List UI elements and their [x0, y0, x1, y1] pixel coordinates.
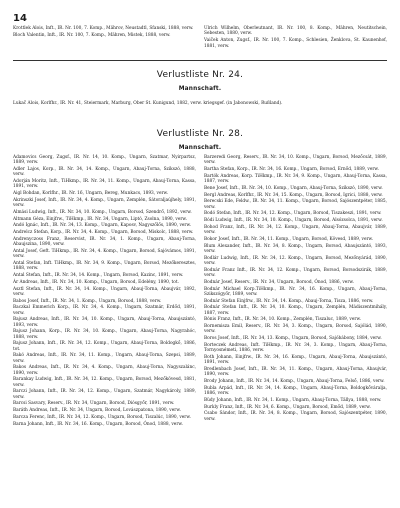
page-number: 14	[13, 13, 27, 24]
list-item: Bodlár Ludwig, Inft., IR. Nr. 34, 12. Komp., Ungarn, Borsod, Mezőnyárád, 1890, verw.	[204, 255, 387, 266]
list-item: Almási Ludwig, Inft., IR. Nr. 34, 10. Komp., Ungarn, Borsod, Szendrő, 1892, verw.	[13, 209, 192, 215]
list-item: Bergl Andreas, Korlfhr., IR. Nr. 34, 15. Komp., Ungarn, Borsod, Igrici, 1888, verw.	[204, 192, 383, 198]
list-item: Bajusz Andreas, Inft., IR. Nr. 34, 10. Komp., Ungarn, Abauj-Torna, Abaujszántó, 1893, verw.	[13, 317, 196, 328]
roster-right-column	[204, 155, 387, 423]
list-item: Ulrich Wilhelm, Oberleutnant, IR. Nr. 100, 8. Komp., Mähren, Neutitschein, Sebesten, 1880, verw.	[204, 26, 387, 37]
list-item: Borteczek Andreas, Inft. TiHkmp., IR. Nr. 34, 3. Komp., Ungarn, Abauj-Torna, Tornyosnémeti, 1886, verw.	[204, 342, 387, 354]
list-item: Boros Josef, Inft., IR. Nr. 34, 13. Komp., Ungarn, Borsod, Sajóbábony, 1884, verw.	[204, 336, 382, 342]
list-item: Barzeredi Georg, Reserv., IR. Nr. 34, 10. Komp., Ungarn, Borsod, Mezőcsát, 1889, verw.	[204, 155, 387, 166]
section-title: Verlustliste Nr. 28.	[156, 129, 244, 139]
list-item: Bónis Franz, Inft., IR. Nr. 34, 10. Komp., Zemplén, Tiszaluc, 1889, verw.	[204, 317, 361, 323]
list-item: Aigl Bohdan, Korlfhr., IR. Nr. 16, Ungarn, Bereg, Munkacs, 1893, verw.	[13, 191, 169, 196]
list-item: Bartók Andreas, Korp. TiHkmp., IR. Nr. 34, 9. Komp., Ungarn, Abauj-Torna, Kassa, 1887, verw.	[204, 173, 387, 184]
list-item: Barcza Ferenc, Inft., IR. Nr. 34, 12. Komp., Ungarn, Borsod, Tiszalúc, 1890, verw.	[13, 414, 191, 420]
list-item: Bodó Stefan, Inft., IR. Nr. 34, 12. Komp., Ungarn, Borsod, Tiszakeszi, 1891, verw.	[204, 211, 382, 217]
list-item: Bodnár Franz Inft., IR. Nr. 34, 12. Komp., Ungarn, Borsod, Borsodszirák, 1889, verw.	[204, 267, 387, 278]
list-item: Barcsi Sasvary, Reserv., IR. Nr. 34, Ungarn, Borsod, Diósgyőr, 1891, verw.	[13, 401, 175, 407]
list-item: Csabo Sándor, Inft., IR. Nr. 34, 8. Komp., Ungarn, Borsod, Sajószentpéter, 1890, verw.	[204, 411, 387, 422]
list-item: Bohod Franz, Inft., IR. Nr. 34, 12. Komp., Ungarn, Abauj-Torna, Abaujvár, 1889, verw.	[204, 224, 387, 236]
list-item: Bartha Stefan, Korp., IR. Nr. 34, 16. Komp., Ungarn, Borsod, Ernőd, 1889, verw.	[204, 167, 379, 172]
list-item: Akrinszki Josef, Inft., IR. Nr. 34, 4. Komp., Ungarn, Zemplén, Sátoraljaújhely, 1891, verw.	[13, 197, 196, 208]
list-item: Bredlenbach Josef, Inft., IR. Nr. 34, 11. Komp., Ungarn, Abauj-Torna, Abaujvár, 1890, verw.	[204, 366, 387, 378]
list-item: Andrelcz Stefan, Korp., IR. Nr. 34, 4. Komp., Ungarn, Borsod, Miskolc, 1888, verw.	[13, 230, 194, 236]
list-item: Andó Ignác, Inft., IR. Nr. 34, 13. Komp., Ungarn, Kaposv, Nagyszőlős, 1890, verw.	[13, 223, 192, 229]
list-item: Bodnár Stefan Einjfrw., IR. Nr. 34, 14. Komp., Abauj-Torna, Tisza, 1886, verw.	[204, 298, 374, 304]
list-item: Bódi Ludwig, Inft., IR. Nr. 34, 10. Komp., Ungarn, Borsod, Alsózsolca, 1891, verw.	[204, 218, 383, 224]
divider	[13, 60, 387, 61]
list-item: Babos Josef, Inft., IR. Nr. 34, 1. Komp., Ungarn, Borsod, 1888, verw.	[13, 298, 162, 304]
list-item: Antal Josef, Geft. TiHkmp., IR. Nr. 34, 4. Komp., Ungarn, Borsod, Sajóvámos, 1891, verw.	[13, 248, 196, 260]
list-item: Vaiček Anton, Zugsf., IR. Nr. 100, 7. Komp., Schlesien, Ženklova, St. Kaunenhof, 1881, verw.	[204, 38, 387, 49]
list-item: Blum Alexander, Inft., IR. Nr. 34, 8. Komp., Ungarn, Borsod, Abaujszántó, 1893, verw.	[204, 243, 387, 254]
list-item: Adorján Moritz, Inft., TiHkmp., IR. Nr. 34, 11. Komp., Ungarn, Abauj-Torna, Kassa, 1891, verw.	[13, 179, 196, 190]
list-item: Bubla Arpád, Inft., IR. Nr. 34, 14. Komp., Ungarn, Abauj-Torna, Boldogkőváralja, 1886, verw.	[204, 385, 387, 396]
section-title: Verlustliste Nr. 24.	[156, 70, 244, 80]
list-item: Bakó Andreas, Inft., IR. Nr. 34, 11. Komp., Ungarn, Abauj-Torna, Szepsi, 1889, verw.	[13, 353, 196, 364]
list-item: Brody Johann, Inft., IR. Nr. 34, 14. Komp., Ungarn, Abauj-Torna, Felső, 1886, verw.	[204, 378, 385, 384]
list-item: Bloch Valentin, Inft., IR. Nr. 100, 7. Komp., Mähren, Mistek, 1888, verw.	[13, 33, 171, 39]
list-item: Barczi Johann, Inft., IR. Nr. 34, 12. Komp., Ungarn, Szatmár, Nagykároly, 1889, verw.	[13, 389, 196, 400]
list-item: Bodnár Michael Korp.TiHkmp., IR. Nr. 34, 16. Komp., Ungarn, Abauj-Torna, Szikszógyőr, 1889, verw.	[204, 286, 387, 297]
list-item: Andrenyczoss Franz, Reservist, IR. Nr. 34, 1. Komp., Ungarn, Abauj-Torna, Abaujszina, 1890, verw.	[13, 236, 196, 248]
list-item: Bornemisza Emil, Reserv., IR. Nr. 34, 3. Komp., Ungarn, Borsod, Sajólád, 1890, verw.	[204, 324, 387, 335]
list-item: Asztl Stefan, Inft., IR. Nr. 34, 14. Komp., Ungarn, Abauj-Torna, Abaujvár, 1892, verw.	[13, 286, 196, 297]
top-right-column	[204, 26, 387, 51]
list-item: Bokor Josef, Inft., IR. Nr. 34, 11. Komp., Ungarn, Borsod, Kövesd, 1889, verw.	[204, 236, 374, 242]
list-item: Altmann Géza, Einjfrw., TiHkmp., IR. Nr. 34, Ungarn, Liptó, Zsolna, 1890, verw.	[13, 216, 187, 222]
section-subtitle: Mannschaft.	[178, 145, 222, 151]
list-item: Both Johann, Einjfrw., IR. Nr. 34, 16. Komp., Ungarn, Abauj-Torna, Abaujszántó, 1891, verw.	[204, 354, 387, 366]
section-subtitle: Mannschaft.	[178, 86, 222, 92]
list-item: Ár Andreas, Inft., IR. Nr. 34, 10. Komp., Ungarn, Borsod, Edelény, 1890, tot.	[13, 279, 179, 285]
list-item: Bakos Andreas, Inft., IR. Nr. 34, 4. Komp., Ungarn, Abauj-Torna, Nagyszalánc, 1890, verw.	[13, 365, 196, 376]
list-item: Barna Johann, Inft., IR. Nr. 34, 16. Komp., Ungarn, Borsod, Ónod, 1888, verw.	[13, 421, 183, 427]
list-item: Bodnár Josef, Reserv., IR. Nr. 34, Ungarn, Borsod, Ónod, 1886, verw.	[204, 279, 354, 285]
list-item: Bodnár Stefan Inft., IR. Nr. 34, 10. Komp., Ungarn, Zemplén, Mádiszentmihály, 1887, verw.	[204, 305, 387, 316]
list-item: Adamovics Georg, Zugsf., IR. Nr. 14, 10. Komp., Ungarn, Szatmar, Nyirpartsz, 1889, verw.	[13, 155, 196, 166]
list-item: Adler Lajos, Korp., IR. Nr. 34, 14. Komp., Ungarn, Abauj-Torna, Szikszó, 1888, verw.	[13, 167, 196, 178]
list-item: Bene Josef, Inft., IR. Nr. 34, 10. Komp., Ungarn, Abauj-Torna, Szikszó, 1890, verw.	[204, 185, 383, 191]
roster-left-column	[13, 155, 196, 429]
list-item: Berecski Ede, Feldw., IR. Nr. 34, 11. Komp., Ungarn, Borsod, Sajószentpéter, 1885, verw.	[204, 199, 387, 210]
list-item: Burkly Franz, Inft., IR. Nr. 34, 6. Komp., Ungarn, Borsod, Emőd, 1889, verw.	[204, 404, 371, 410]
list-item: Krottlek Alois, Inft., IR. Nr. 100, 7. Komp., Mährov, Neustadtl, Sfanski, 1888, verw.	[13, 26, 194, 31]
list-item: Antal Stefan, Inft., IR. Nr. 34, 14. Komp., Ungarn, Borsod, Kazinc, 1891, verw.	[13, 272, 184, 278]
list-item: Barankay Ludwig, Inft., IR. Nr. 34, 12. Komp., Ungarn, Borsod, Mezőkövesd, 1881, verw.	[13, 377, 196, 388]
list-item: Baráth Andreas, Inft., IR. Nr. 34, Ungarn, Borsod, Lovászpatona, 1890, verw.	[13, 408, 181, 414]
list-item: Büdy Johann, Inft., IR. Nr. 34, 1. Komp., Ungarn, Abauj-Torna, Tállya, 1888, verw.	[204, 397, 382, 403]
list-item: Lukač Alois, Korlfhr., IR. Nr. 41, Steiermark, Marburg, Ober St. Kunigund, 1882, verw. kriegsgef. (in Jabonowski, Rußland).	[13, 101, 283, 107]
list-item: Antal Stefan, Inft. TiHkmp., IR. Nr. 34, 9. Komp., Ungarn, Borsod, Mezőkeresztes, 1888, verw.	[13, 260, 196, 272]
list-item: Bajusz Johann, Inft., IR. Nr. 34, 12. Komp., Ungarn, Abauj-Torna, Boldogkő, 1886, tot.	[13, 341, 196, 352]
list-item: Bajusz Johann, Korp., IR. Nr. 34, 10. Komp., Ungarn, Abauj-Torna, Nagyrahóc, 1888, verw.	[13, 329, 196, 340]
top-left-column	[13, 26, 196, 40]
list-item: Baczkal Emmerich Korp., IR. Nr. 34, 4. Komp., Ungarn, Szatmár, Erdőd, 1891, verw.	[13, 305, 196, 316]
